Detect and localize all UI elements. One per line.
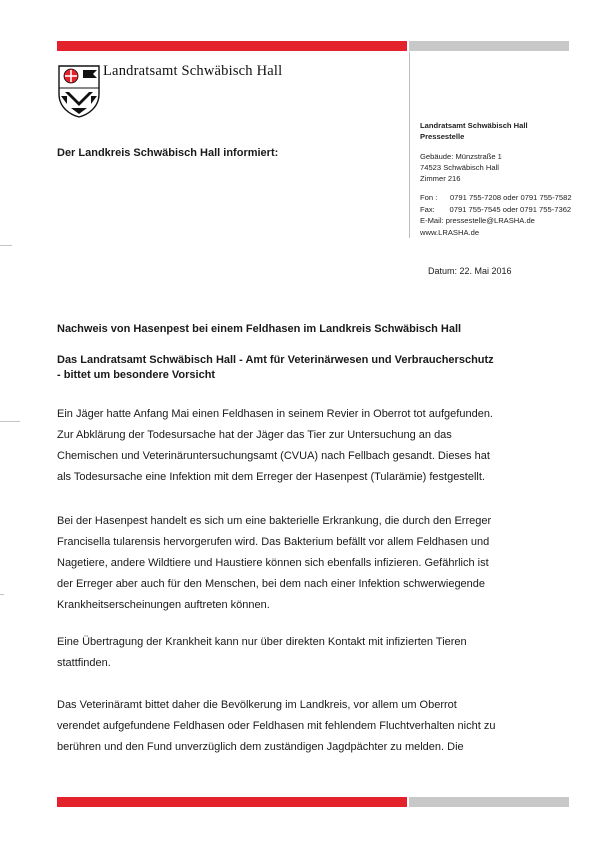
top-red-bar xyxy=(57,41,407,51)
address-org: Landratsamt Schwäbisch Hall xyxy=(420,121,528,130)
text-line: Francisella tularensis hervorgerufen wird. Das Bakterium befällt vor allem Feldhasen und xyxy=(57,536,490,548)
text-line: Bei der Hasenpest handelt es sich um eine bakterielle Erkrankung, die durch den Erreger xyxy=(57,515,492,527)
paragraph-3 xyxy=(57,632,547,674)
punch-mark xyxy=(0,421,20,422)
header-divider xyxy=(409,52,410,238)
bottom-red-bar xyxy=(57,797,407,807)
text-line: Eine Übertragung der Krankheit kann nur über direkten Kontakt mit infizierten Tieren xyxy=(57,636,467,648)
paragraph-1 xyxy=(57,404,547,488)
text-line: Ein Jäger hatte Anfang Mai einen Feldhasen in seinem Revier in Oberrot tot aufgefunden. xyxy=(57,408,493,420)
text-line: als Todesursache eine Infektion mit dem Erreger der Hasenpest (Tularämie) festgestellt. xyxy=(57,471,485,483)
subheadline-line: Das Landratsamt Schwäbisch Hall - Amt für Veterinärwesen und Verbraucherschutz xyxy=(57,354,494,366)
paragraph-4 xyxy=(57,695,547,758)
text-line: Chemischen und Veterinäruntersuchungsamt (CVUA) nach Fellbach gesandt. Dieses hat xyxy=(57,450,490,462)
informs-heading: Der Landkreis Schwäbisch Hall informiert: xyxy=(57,147,279,159)
text-line: Zur Abklärung der Todesursache hat der Jäger das Tier zur Untersuchung an das xyxy=(57,429,452,441)
address-web[interactable]: www.LRASHA.de xyxy=(420,228,480,237)
text-line: Krankheitserscheinungen auftreten können. xyxy=(57,599,270,611)
subheadline xyxy=(57,353,494,383)
address-building: Gebäude: Münzstraße 1 xyxy=(420,152,502,161)
address-email[interactable]: E-Mail: pressestelle@LRASHA.de xyxy=(420,216,535,225)
text-line: verendet aufgefundene Feldhasen oder Feldhasen mit fehlendem Fluchtverhalten nicht zu xyxy=(57,720,496,732)
address-phone: Fon : 0791 755-7208 oder 0791 755-7582 xyxy=(420,193,572,202)
fold-mark-top xyxy=(0,245,12,246)
address-dept: Pressestelle xyxy=(420,132,465,141)
fold-mark-bottom xyxy=(0,594,4,595)
address-room: Zimmer 216 xyxy=(420,174,461,183)
address-fax: Fax: 0791 755-7545 oder 0791 755-7362 xyxy=(420,205,572,214)
text-line: Nagetiere, andere Wildtiere und Haustiere können sich ebenfalls infizieren. Gefährlich ist xyxy=(57,557,489,569)
press-date: Datum: 22. Mai 2016 xyxy=(428,266,512,276)
headline: Nachweis von Hasenpest bei einem Feldhasen im Landkreis Schwäbisch Hall xyxy=(57,323,462,335)
text-line: der Erreger aber auch für den Menschen, bei dem nach einer Infektion schwerwiegende xyxy=(57,578,486,590)
text-line: Das Veterinäramt bittet daher die Bevölkerung im Landkreis, vor allem um Oberrot xyxy=(57,699,457,711)
text-line: stattfinden. xyxy=(57,657,111,669)
bottom-grey-bar xyxy=(409,797,569,807)
paragraph-2 xyxy=(57,511,547,616)
top-grey-bar xyxy=(409,41,569,51)
coat-of-arms-logo xyxy=(57,64,101,118)
subheadline-line: - bittet um besondere Vorsicht xyxy=(57,369,216,381)
address-city: 74523 Schwäbisch Hall xyxy=(420,163,499,172)
org-name: Landratsamt Schwäbisch Hall xyxy=(103,63,283,79)
text-line: berühren und den Fund unverzüglich dem zuständigen Jagdpächter zu melden. Die xyxy=(57,741,464,753)
